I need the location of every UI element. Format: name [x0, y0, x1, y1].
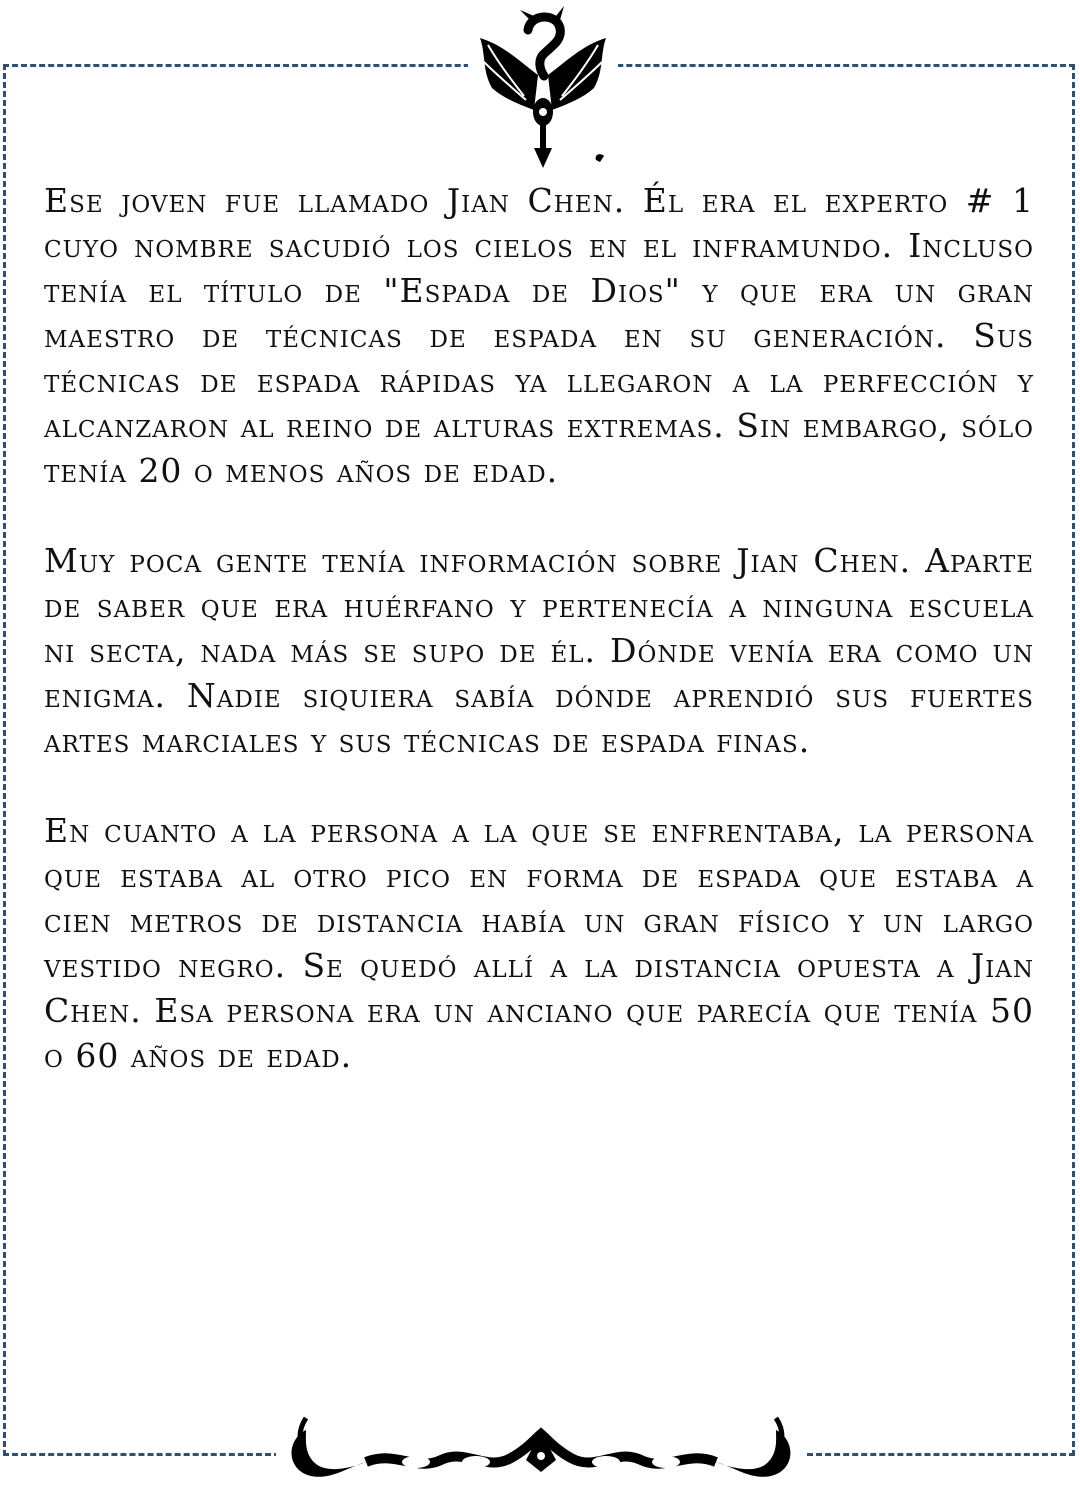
- paragraph-1: Ese joven fue llamado Jian Chen. Él era el experto # 1 cuyo nombre sacudió los cielos en el inframundo. Incluso tenía el título de "Espada de Dios" y que era un gran maestro de técnicas de espada en su generación. Sus técnicas de espada rápidas ya llegaron a la perfección y alcanzaron al reino de alturas extremas. Sin embargo, sólo tenía 20 o menos años de edad.: [44, 181, 1034, 490]
- dragon-ornament-icon: [468, 0, 618, 175]
- paragraph-2: Muy poca gente tenía información sobre Jian Chen. Aparte de saber que era huérfano y pertenecía a ninguna escuela ni secta, nada más se supo de él. Dónde venía era como un enigma. Nadie siquiera sabía dónde aprendió sus fuertes artes marciales y sus técnicas de espada finas.: [44, 541, 1034, 760]
- tribal-divider-icon: [276, 1410, 806, 1495]
- paragraph-3: En cuanto a la persona a la que se enfrentaba, la persona que estaba al otro pico en forma de espada que estaba a cien metros de distancia había un gran físico y un largo vestido negro. Se quedó allí a la distancia opuesta a Jian Chen. Esa persona era un anciano que parecía que tenía 50 o 60 años de edad.: [44, 811, 1034, 1075]
- document-body: [44, 178, 1034, 1078]
